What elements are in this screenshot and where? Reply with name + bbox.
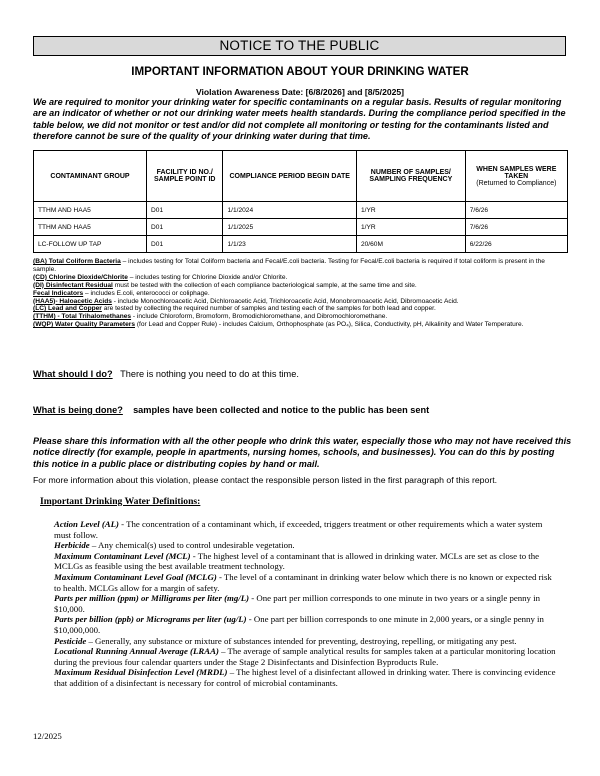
definition-item [54, 646, 559, 667]
definitions-title: Important Drinking Water Definitions: [40, 496, 201, 507]
abbreviation-item [33, 258, 568, 274]
intro-paragraph: We are required to monitor your drinking water for specific contaminants on a regular basis. Results of regular monitoring are an indicator of whether or not our drinking water meets health standards. During the compliance period specified in the table below, we did not monitor or test and/or did not complete all monitoring or testing for the contaminants listed and therefore cannot be sure of the quality of your drinking water during that time. [33, 97, 566, 141]
definition-text: - The level of a contaminant in drinking water below which there is no known or expected risk to health. MCLGs allow for a margin of safety. [54, 571, 552, 593]
definition-item [54, 540, 559, 551]
abbreviation-item [33, 321, 568, 329]
abbreviation-text: must be tested with the collection of each compliance bacteriological sample, at the same time and site. [112, 281, 417, 289]
header-when-taken-sub: (Returned to Compliance) [476, 179, 557, 187]
header-compliance-period: COMPLIANCE PERIOD BEGIN DATE [223, 151, 357, 202]
cell-period: 1/1/23 [223, 236, 357, 253]
abbreviation-text: (for Lead and Copper Rule) - includes Calcium, Orthophosphate (as PO₄), Silica, Conductivity, pH, Alkalinity and Water Temperature. [135, 321, 524, 329]
what-is-being-done-text: samples have been collected and notice to the public has been sent [133, 405, 430, 415]
cell-facility: D01 [147, 202, 223, 219]
header-contaminant-group: CONTAMINANT GROUP [34, 151, 147, 202]
definition-text: – Any chemical(s) used to control undesirable vegetation. [89, 540, 295, 551]
table-row [34, 202, 568, 219]
definition-term: Parts per million (ppm) or Milligrams per liter (mg/L) [54, 593, 250, 604]
abbreviation-text: - include Monochloroacetic Acid, Dichloroacetic Acid, Trichloroacetic Acid, Monobromoacetic Acid, Dibromoacetic Acid. [111, 297, 459, 305]
definition-term: Maximum Residual Disinfection Level (MRDL) [54, 667, 228, 678]
cell-period: 1/1/2025 [223, 219, 357, 236]
share-paragraph: Please share this information with all the other people who drink this water, especially those who may not have received this notice directly (for example, people in apartments, nursing homes, schools, and businesses). You can do this by posting this notice in a public place or distributing copies by hand or mail. [33, 436, 572, 469]
abbreviation-item [33, 282, 568, 290]
definition-text: - One part per billion corresponds to one minute in 2,000 years, or a single penny in $10,000,000. [54, 614, 544, 635]
abbreviation-text: - include Chloroform, Bromoform, Bromodichloromethane, and Dibromochloromethane. [131, 313, 388, 321]
definition-term: Pesticide [54, 635, 87, 646]
header-number-of-samples: NUMBER OF SAMPLES/ SAMPLING FREQUENCY [356, 151, 465, 202]
definition-item [54, 551, 559, 572]
violation-awareness-date: Violation Awareness Date: [6/8/2026] and [8/5/2025] [195, 87, 405, 97]
definition-item [54, 667, 559, 688]
abbreviation-term: Fecal Indicators [33, 289, 84, 297]
what-is-being-done-label: What is being done? [33, 405, 123, 415]
abbreviation-item [33, 313, 568, 321]
cell-group: TTHM AND HAA5 [34, 202, 147, 219]
abbreviation-text: – includes testing for Chlorine Dioxide and/or Chlorite. [127, 273, 288, 281]
what-should-i-do-label: What should I do? [33, 369, 113, 379]
abbreviation-item [33, 298, 568, 306]
abbreviation-text: are tested by collecting the required number of samples and testing each of the samples for both lead and copper. [101, 305, 436, 313]
header-when-taken [465, 151, 567, 202]
abbreviation-text: – includes E.coli, enterococci or coliphage. [83, 289, 210, 297]
abbreviation-term: (LC) Lead and Copper [33, 305, 102, 313]
abbreviation-term: (HAA5)- Haloacetic Acids [33, 297, 112, 305]
cell-facility: D01 [147, 236, 223, 253]
definition-text: - The highest level of a contaminant that is allowed in drinking water. MCLs are set as close to the MCLGs as feasible using the best available treatment technology. [54, 550, 540, 572]
definition-item [54, 614, 559, 635]
abbreviation-term: (BA) Total Coliform Bacteria [33, 258, 121, 265]
cell-group: TTHM AND HAA5 [34, 219, 147, 236]
abbreviation-item [33, 274, 568, 282]
abbreviation-text: – includes testing for Total Coliform bacteria and Fecal/E.coli bacteria. Testing for Fecal/E.coli bacteria is required if total coliform is present in the sample. [33, 258, 545, 273]
definitions-list [54, 519, 559, 689]
violation-table [33, 150, 568, 253]
definition-term: Parts per billion (ppb) or Micrograms per liter (ug/L) [54, 614, 247, 625]
definition-term: Maximum Contaminant Level Goal (MCLG) [54, 571, 217, 582]
abbreviation-item [33, 290, 568, 298]
abbreviation-term: (DI) Disinfectant Residual [33, 281, 113, 289]
abbreviation-term: (WQP) Water Quality Parameters [33, 321, 135, 329]
cell-taken: 7/6/26 [465, 202, 567, 219]
abbreviation-term: (CD) Chlorine Dioxide/Chlorite [33, 273, 128, 281]
cell-group: LC-FOLLOW UP TAP [34, 236, 147, 253]
what-is-being-done [33, 405, 429, 415]
cell-taken: 7/6/26 [465, 219, 567, 236]
definition-item [54, 519, 559, 540]
definition-text: – The highest level of a disinfectant allowed in drinking water. There is convincing evidence that addition of a disinfectant is necessary for control of microbial contaminants. [54, 667, 556, 688]
cell-period: 1/1/2024 [223, 202, 357, 219]
notice-subtitle: IMPORTANT INFORMATION ABOUT YOUR DRINKING WATER [131, 65, 469, 78]
definition-term: Maximum Contaminant Level (MCL) [54, 550, 191, 561]
header-when-taken-label: WHEN SAMPLES WERE TAKEN [476, 165, 557, 180]
footer-date: 12/2025 [33, 731, 62, 741]
abbreviation-list [33, 258, 568, 329]
cell-samples: 1/YR [356, 202, 465, 219]
definition-text: - The concentration of a contaminant which, if exceeded, triggers treatment or other requirements which a water system must follow. [54, 519, 543, 540]
more-info: For more information about this violation, please contact the responsible person listed in the first paragraph of this report. [33, 475, 498, 485]
table-row [34, 236, 568, 253]
definition-text: - One part per million corresponds to one minute in two years or a single penny in $10,000. [54, 593, 540, 614]
cell-facility: D01 [147, 219, 223, 236]
definition-item [54, 572, 559, 593]
definition-term: Locational Running Annual Average (LRAA) [54, 646, 219, 657]
abbreviation-item [33, 305, 568, 313]
table-header-row [34, 151, 568, 202]
what-should-i-do [33, 369, 299, 379]
abbreviation-term: (TTHM) - Total Trihalomethanes [33, 313, 132, 321]
definition-item [54, 593, 559, 614]
notice-banner: NOTICE TO THE PUBLIC [33, 36, 566, 56]
cell-samples: 20/60M [356, 236, 465, 253]
table-row [34, 219, 568, 236]
definition-item [54, 636, 559, 647]
header-facility-id: FACILITY ID NO./ SAMPLE POINT ID [147, 151, 223, 202]
definition-text: – The average of sample analytical results for samples taken at a particular monitoring location during the previous four calendar quarters under the Stage 2 Disinfectants and Disinfection Byproducts Rule. [54, 646, 556, 667]
cell-taken: 6/22/26 [465, 236, 567, 253]
definition-text: – Generally, any substance or mixture of substances intended for preventing, destroying, repelling, or mitigating any pest. [86, 635, 517, 646]
cell-samples: 1/YR [356, 219, 465, 236]
what-should-i-do-text: There is nothing you need to do at this time. [120, 369, 299, 379]
definition-term: Herbicide [54, 540, 90, 551]
definition-term: Action Level (AL) [54, 519, 119, 529]
